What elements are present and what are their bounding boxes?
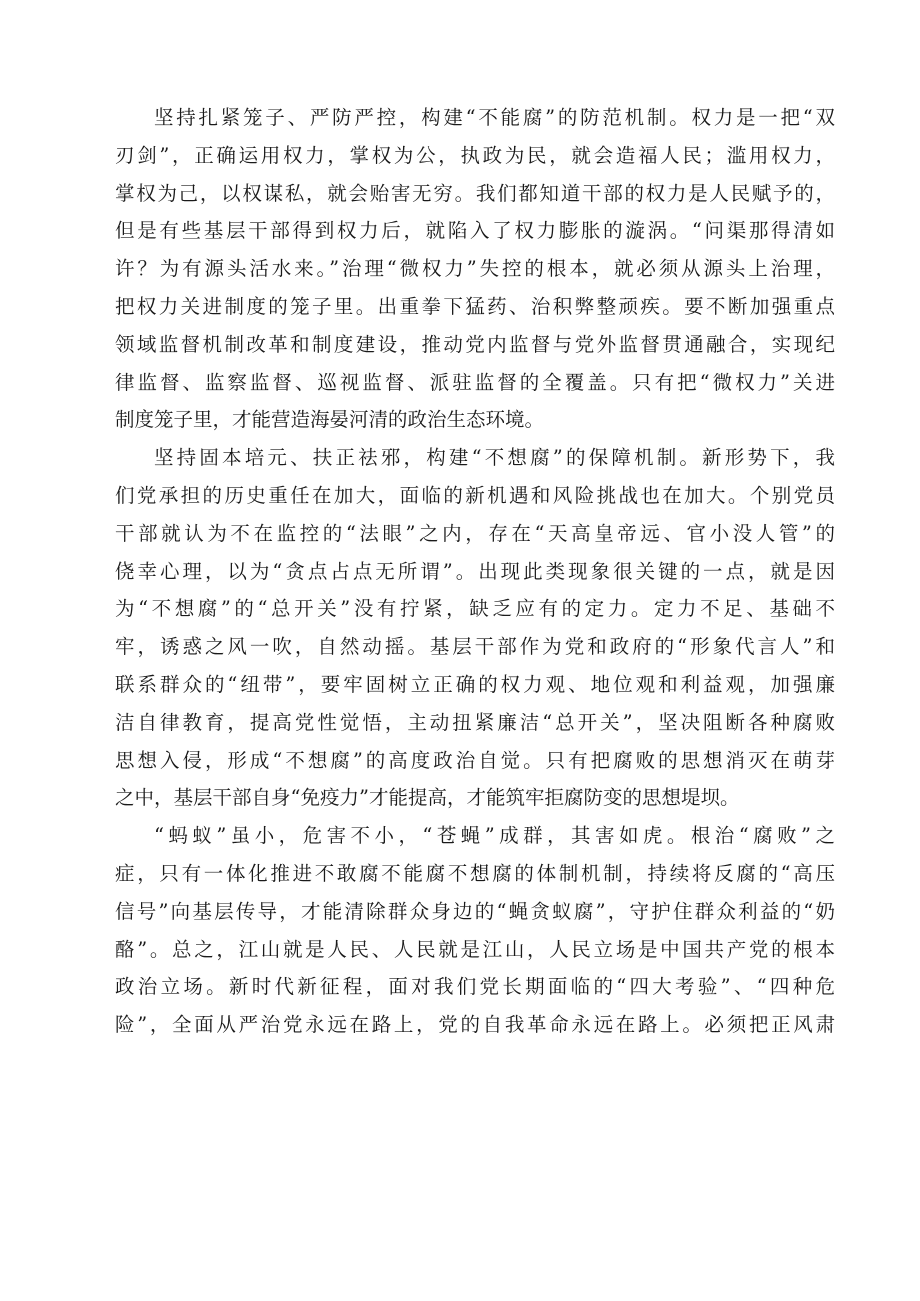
- document-body: [115, 99, 835, 1044]
- text-line: 洁自律教育，提高党性觉悟，主动扭紧廉洁“总开关”，坚决阻断各种腐败: [115, 710, 835, 734]
- text-line: “蚂蚁”虽小，危害不小，“苍蝇”成群，其害如虎。根治“腐败”之: [154, 824, 835, 848]
- text-line: 信号”向基层传导，才能清除群众身边的“蝇贪蚁腐”，守护住群众利益的“奶: [115, 899, 835, 923]
- text-line: 险”，全面从严治党永远在路上，党的自我革命永远在路上。必须把正风肃: [115, 1013, 835, 1037]
- text-line: 但是有些基层干部得到权力后，就陷入了权力膨胀的漩涡。“问渠那得清如: [115, 219, 835, 243]
- text-line: 干部就认为不在监控的“法眼”之内，存在“天高皇帝远、官小没人管”的: [115, 521, 835, 545]
- text-line: 许？为有源头活水来。”治理“微权力”失控的根本，就必须从源头上治理，: [115, 257, 835, 281]
- text-line: 律监督、监察监督、巡视监督、派驻监督的全覆盖。只有把“微权力”关进: [115, 370, 835, 394]
- paragraph-3: [115, 817, 835, 1044]
- text-line: 牢，诱惑之风一吹，自然动摇。基层干部作为党和政府的“形象代言人”和: [115, 635, 835, 659]
- text-line: 刃剑”，正确运用权力，掌权为公，执政为民，就会造福人民；滥用权力，: [115, 143, 835, 167]
- paragraph-2: [115, 439, 835, 817]
- text-line: 症，只有一体化推进不敢腐不能腐不想腐的体制机制，持续将反腐的“高压: [115, 861, 835, 885]
- text-line: 酪”。总之，江山就是人民、人民就是江山，人民立场是中国共产党的根本: [115, 937, 835, 961]
- text-line: 侥幸心理，以为“贪点占点无所谓”。出现此类现象很关键的一点，就是因: [115, 559, 835, 583]
- text-line: 之中，基层干部自身“免疫力”才能提高，才能筑牢拒腐防变的思想堤坝。: [115, 786, 740, 810]
- text-line: 掌权为己，以权谋私，就会贻害无穷。我们都知道干部的权力是人民赋予的，: [115, 181, 835, 205]
- text-line: 制度笼子里，才能营造海晏河清的政治生态环境。: [115, 408, 545, 432]
- text-line: 们党承担的历史重任在加大，面临的新机遇和风险挑战也在加大。个别党员: [115, 483, 835, 507]
- text-line: 坚持固本培元、扶正祛邪，构建“不想腐”的保障机制。新形势下，我: [154, 446, 835, 470]
- text-line: 为“不想腐”的“总开关”没有拧紧，缺乏应有的定力。定力不足、基础不: [115, 597, 835, 621]
- text-line: 领域监督机制改革和制度建设，推动党内监督与党外监督贯通融合，实现纪: [115, 332, 835, 356]
- text-line: 政治立场。新时代新征程，面对我们党长期面临的“四大考验”、“四种危: [115, 975, 835, 999]
- text-line: 把权力关进制度的笼子里。出重拳下猛药、治积弊整顽疾。要不断加强重点: [115, 294, 835, 318]
- text-line: 思想入侵，形成“不想腐”的高度政治自觉。只有把腐败的思想消灭在萌芽: [115, 748, 835, 772]
- text-line: 坚持扎紧笼子、严防严控，构建“不能腐”的防范机制。权力是一把“双: [154, 106, 835, 129]
- text-line: 联系群众的“纽带”，要牢固树立正确的权力观、地位观和利益观，加强廉: [115, 672, 835, 696]
- paragraph-1: [115, 99, 835, 439]
